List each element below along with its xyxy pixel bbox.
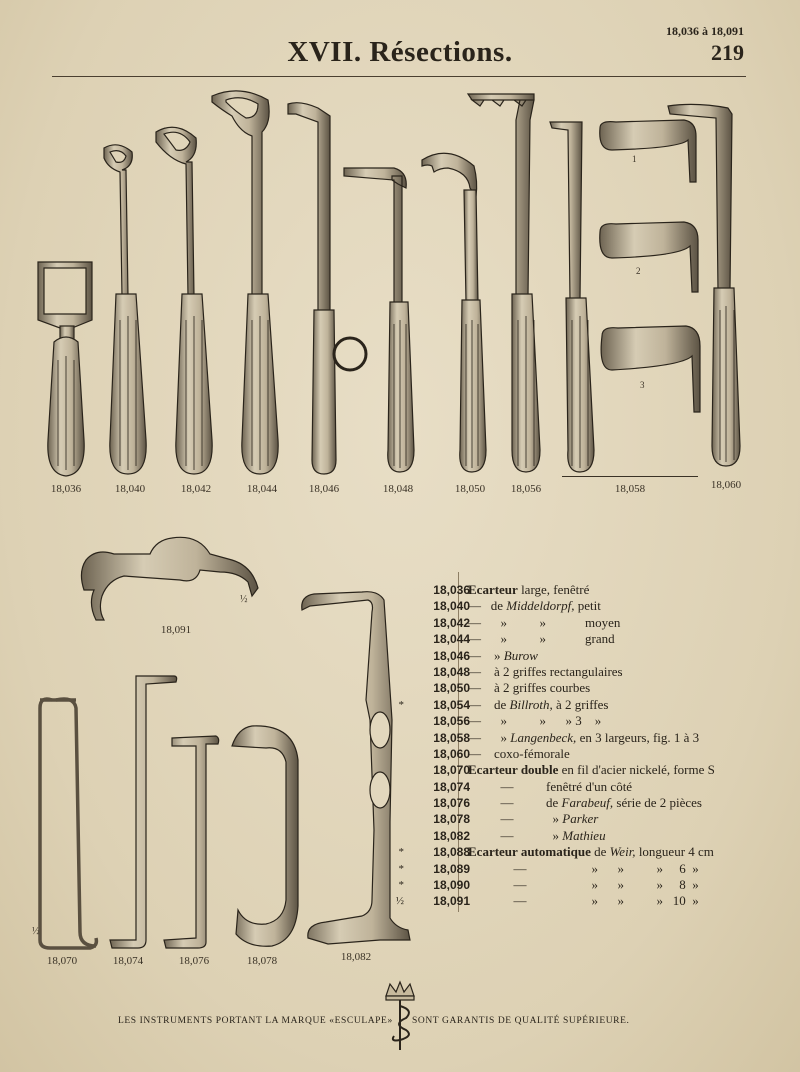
spec-code: 18,091	[433, 894, 470, 909]
figure-label: 18,060	[710, 479, 742, 491]
spec-row	[380, 762, 760, 778]
spec-description	[468, 697, 608, 713]
spec-italic: Burow	[503, 647, 538, 663]
spec-row	[380, 828, 760, 844]
spec-text: — fenêtré d'un côté	[468, 778, 633, 794]
spec-text: en fil d'acier nickelé, forme S	[558, 762, 715, 778]
instrument-18044	[212, 91, 278, 474]
spec-code: 18,058	[433, 730, 470, 745]
spec-row	[380, 730, 760, 746]
figure-label: 18,078	[246, 955, 278, 967]
spec-code: 18,060	[433, 746, 470, 761]
instrument-18058	[550, 120, 700, 472]
spec-code: 18,054	[433, 697, 470, 712]
spec-code: 18,076	[433, 796, 470, 811]
spec-row	[380, 795, 760, 811]
instrument-18046	[288, 103, 366, 474]
spec-table	[380, 582, 760, 910]
page-title: XVII. Résections.	[287, 36, 513, 68]
spec-text: — » » » 10 »	[468, 893, 699, 909]
figure-label: 18,074	[112, 955, 144, 967]
spec-description	[468, 664, 623, 680]
spec-code: 18,070	[433, 763, 470, 778]
spec-code: 18,088	[433, 845, 470, 860]
figure-label: 18,040	[114, 483, 146, 495]
spec-mark: *	[398, 862, 404, 875]
spec-text: — de	[468, 598, 507, 614]
spec-italic: Parker	[562, 811, 599, 827]
figure-label: 18,042	[180, 483, 212, 495]
spec-code: 18,048	[433, 664, 470, 679]
instrument-18040	[104, 145, 146, 474]
spec-description	[468, 779, 632, 795]
instrument-18074	[110, 676, 177, 948]
figure-label: 18,056	[510, 483, 542, 495]
fig-058-part-1: 1	[632, 154, 637, 164]
spec-text: — de	[468, 696, 510, 712]
spec-code: 18,040	[433, 599, 470, 614]
spec-description	[468, 648, 538, 664]
spec-code: 18,090	[433, 878, 470, 893]
page-range: 18,036 à 18,091	[666, 24, 744, 38]
spec-text: — »	[468, 827, 563, 843]
spec-row	[380, 598, 760, 614]
spec-row	[380, 746, 760, 762]
spec-code: 18,036	[433, 583, 470, 597]
spec-row	[380, 631, 760, 647]
spec-code: 18,044	[433, 632, 470, 647]
spec-row	[380, 877, 760, 893]
spec-text: — »	[468, 647, 504, 663]
spec-description	[468, 615, 620, 631]
spec-code: 18,050	[433, 681, 470, 696]
figure-label: 18,050	[454, 483, 486, 495]
spec-text: large, fenêtré	[517, 582, 590, 597]
spec-text: — » » » 8 »	[468, 877, 699, 893]
spec-italic: Weir,	[609, 844, 636, 860]
spec-italic: Farabeuf,	[561, 795, 614, 811]
figure-label: 18,058	[614, 483, 646, 495]
spec-row	[380, 844, 760, 860]
figure-label: 18,070	[46, 955, 78, 967]
spec-row	[380, 779, 760, 795]
footer-right-text: SONT GARANTIS DE QUALITÉ SUPÉRIEURE.	[412, 1016, 630, 1026]
spec-description	[468, 631, 615, 647]
spec-description	[468, 861, 699, 877]
spec-code: 18,089	[433, 861, 470, 876]
spec-description	[468, 582, 589, 598]
instrument-18048	[344, 168, 414, 472]
spec-row	[380, 664, 760, 680]
spec-mark: ½	[395, 895, 404, 908]
spec-code: 18,042	[433, 615, 470, 630]
figure-label: 18,046	[308, 483, 340, 495]
spec-row	[380, 893, 760, 909]
spec-description	[468, 795, 702, 811]
spec-description	[468, 762, 715, 778]
spec-description	[468, 598, 601, 614]
spec-text: — de	[468, 795, 562, 811]
spec-text: — » » » 3 »	[468, 713, 602, 729]
spec-description	[468, 730, 699, 746]
spec-text: — »	[468, 811, 563, 827]
spec-row	[380, 680, 760, 696]
spec-description	[468, 828, 606, 844]
spec-description	[468, 844, 714, 860]
spec-italic: Middeldorpf,	[506, 598, 575, 614]
spec-text: de	[590, 844, 610, 860]
spec-code: 18,074	[433, 779, 470, 794]
spec-tail: petit	[574, 598, 601, 614]
spec-italic: Langenbeck,	[510, 729, 577, 745]
instrument-18050	[422, 153, 486, 472]
footer-left-text: LES INSTRUMENTS PORTANT LA MARQUE «ESCULAPE»	[118, 1016, 393, 1026]
instrument-18076	[164, 736, 219, 948]
figure-label: 18,082	[340, 951, 372, 963]
spec-row	[380, 582, 760, 598]
spec-lead: Ecarteur double	[468, 762, 559, 778]
spec-description	[468, 877, 699, 893]
spec-mark: *	[398, 698, 404, 711]
spec-row	[380, 697, 760, 713]
spec-mark: *	[398, 879, 404, 892]
spec-tail: longueur 4 cm	[635, 844, 714, 860]
fig-058-part-3: 3	[640, 380, 645, 390]
page-number: 219	[711, 40, 744, 65]
instrument-18078	[232, 726, 298, 946]
spec-row	[380, 615, 760, 631]
spec-tail: en 3 largeurs, fig. 1 à 3	[576, 729, 700, 745]
spec-tail: à 2 griffes	[552, 696, 609, 712]
spec-description	[468, 893, 699, 909]
spec-description	[468, 746, 570, 762]
spec-text: — à 2 griffes courbes	[468, 680, 591, 696]
figure-label: 18,044	[246, 483, 278, 495]
spec-text: — »	[468, 729, 511, 745]
figure-label: 18,076	[178, 955, 210, 967]
spec-description	[468, 811, 598, 827]
spec-description	[468, 680, 590, 696]
spec-italic: Mathieu	[562, 827, 606, 843]
spec-row	[380, 713, 760, 729]
spec-lead: Ecarteur automatique	[468, 844, 591, 860]
instrument-18091	[81, 537, 258, 620]
figure-label: 18,091	[160, 624, 192, 636]
spec-text: — » » grand	[468, 631, 615, 647]
spec-code: 18,082	[433, 828, 470, 843]
instrument-18042	[156, 127, 212, 474]
spec-code: 18,046	[433, 648, 470, 663]
spec-italic: Billroth,	[509, 696, 553, 712]
figure-label: 18,048	[382, 483, 414, 495]
spec-row	[380, 861, 760, 877]
spec-text: — » » » 6 »	[468, 860, 699, 876]
figure-058-bracket	[562, 476, 698, 477]
spec-code: 18,078	[433, 812, 470, 827]
instrument-18070	[40, 699, 96, 948]
fig-058-part-2: 2	[636, 266, 641, 276]
spec-row	[380, 811, 760, 827]
spec-lead: Ecarteur	[468, 582, 518, 597]
spec-tail: série de 2 pièces	[613, 795, 702, 811]
spec-description	[468, 713, 601, 729]
spec-text: — à 2 griffes rectangulaires	[468, 663, 623, 679]
spec-code: 18,056	[433, 714, 470, 729]
spec-mark: *	[398, 846, 404, 859]
instrument-18060	[668, 104, 740, 466]
spec-text: — coxo-fémorale	[468, 745, 570, 761]
scale-mark-091: ½	[240, 594, 248, 605]
spec-row	[380, 648, 760, 664]
spec-text: — » » moyen	[468, 614, 621, 630]
scale-mark-070: ½	[32, 926, 40, 937]
figure-label: 18,036	[50, 483, 82, 495]
instrument-18036	[38, 262, 92, 476]
